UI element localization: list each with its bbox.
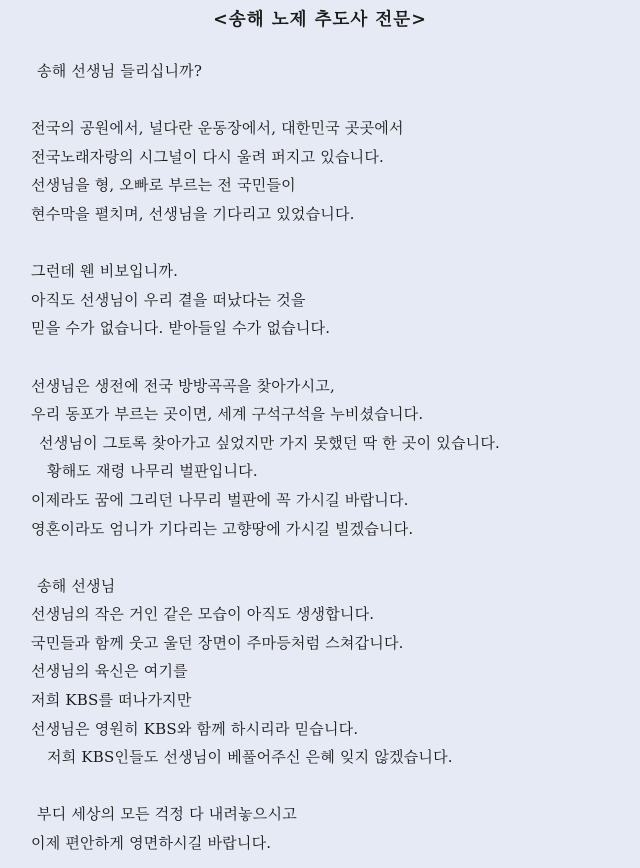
text-line: 현수막을 펼치며, 선생님을 기다리고 있었습니다.: [31, 204, 355, 223]
text-line: 이제라도 꿈에 그리던 나무리 벌판에 꼭 가시길 바랍니다.: [31, 490, 409, 509]
document-title: <송해 노제 추도사 전문>: [213, 10, 427, 30]
blank-line: [31, 772, 632, 801]
text-line: 선생님은 생전에 전국 방방곡곡을 찾아가시고,: [31, 376, 335, 395]
text-line: 선생님의 육신은 여기를: [31, 662, 188, 681]
blank-line: [31, 229, 632, 258]
text-line: 우리 동포가 부르는 곳이면, 세계 구석구석을 누비셨습니다.: [31, 405, 424, 424]
text-line: 그런데 웬 비보입니까.: [31, 262, 179, 281]
text-line: 부디 세상의 모든 걱정 다 내려놓으시고: [37, 805, 297, 824]
text-line: 선생님의 작은 거인 같은 모습이 아직도 생생합니다.: [31, 605, 375, 624]
text-line: 저희 KBS인들도 선생님이 베풀어주신 은혜 잊지 않겠습니다.: [47, 748, 453, 767]
text-line: 국민들과 함께 웃고 울던 장면이 주마등처럼 스쳐갑니다.: [31, 633, 404, 652]
text-line: 선생님을 형, 오빠로 부르는 전 국민들이: [31, 176, 296, 195]
blank-line: [31, 343, 632, 372]
text-line: 믿을 수가 없습니다. 받아들일 수가 없습니다.: [31, 319, 331, 338]
document-body: [31, 57, 632, 858]
text-line: 아직도 선생님이 우리 곁을 떠났다는 것을: [31, 290, 306, 309]
text-line: 이제 편안하게 영면하시길 바랍니다.: [31, 834, 272, 853]
text-line: 전국노래자랑의 시그널이 다시 울려 퍼지고 있습니다.: [31, 147, 384, 166]
text-line: 저희 KBS를 떠나가지만: [31, 691, 192, 710]
text-line: 전국의 공원에서, 널다란 운동장에서, 대한민국 곳곳에서: [31, 119, 404, 138]
blank-line: [31, 86, 632, 115]
text-line: 선생님은 영원히 KBS와 함께 하시리라 믿습니다.: [31, 719, 359, 738]
text-line: 영혼이라도 엄니가 기다리는 고향땅에 가시길 빌겠습니다.: [31, 519, 414, 538]
text-line: 송해 선생님: [37, 576, 116, 595]
blank-line: [31, 543, 632, 572]
text-line: 송해 선생님 들리십니까?: [37, 62, 203, 80]
text-line: 선생님이 그토록 찾아가고 싶었지만 가지 못했던 딱 한 곳이 있습니다.: [39, 433, 501, 452]
text-line: 황해도 재령 나무리 벌판입니다.: [47, 462, 258, 481]
